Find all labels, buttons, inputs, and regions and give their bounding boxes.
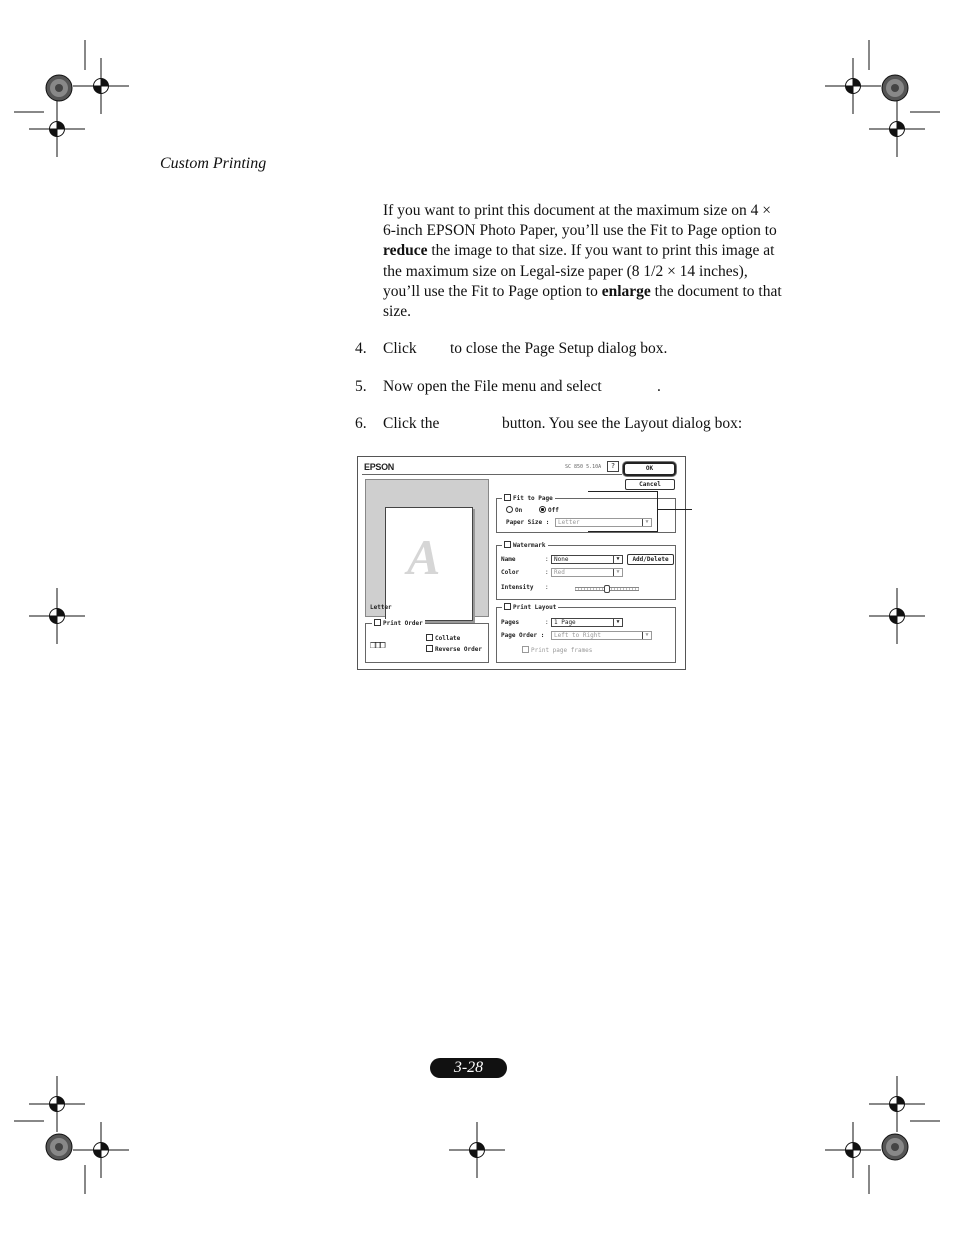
epson-logo: EPSON <box>364 462 395 472</box>
cancel-button[interactable]: Cancel <box>625 479 675 490</box>
crosshair-icon <box>29 1076 85 1132</box>
fit-on-radio[interactable]: On <box>506 506 522 514</box>
fit-to-page-group: Fit to Page On Off Paper Size : Letter ▼ <box>496 498 676 533</box>
chevron-down-icon: ▼ <box>613 619 622 626</box>
crosshair-icon <box>29 101 85 157</box>
watermark-group: Watermark Name : None ▼ Add/Delete Color : Red ▼ Intensity : <box>496 545 676 600</box>
print-layout-icon <box>504 603 511 610</box>
magnifier-icon <box>504 494 511 501</box>
intro-paragraph: If you want to print this document at the maximum size on 4 × 6-inch EPSON Photo Paper, you’ll use the Fit to Page option to reduce the image to that size. If you want to print this image at the maximum size on Legal-size paper (8 1/2 × 14 inches), you’ll use the Fit to Page option to enlarge the document to that size. <box>383 202 782 321</box>
help-button[interactable]: ? <box>607 461 619 472</box>
callout-leader-line <box>657 509 692 510</box>
watermark-name-select[interactable]: None ▼ <box>551 555 623 564</box>
print-frames-checkbox[interactable]: Print page frames <box>522 646 592 654</box>
crosshair-icon <box>73 1122 129 1178</box>
chevron-down-icon: ▼ <box>642 632 651 639</box>
paper-size-select[interactable]: Letter ▼ <box>555 518 652 527</box>
page-order-select[interactable]: Left to Right ▼ <box>551 631 652 640</box>
watermark-color-select[interactable]: Red ▼ <box>551 568 623 577</box>
watermark-color-label: Color <box>501 569 520 576</box>
star-target-icon <box>46 1134 72 1160</box>
star-target-icon <box>46 75 72 101</box>
chevron-down-icon: ▼ <box>613 556 622 563</box>
star-target-icon <box>882 75 908 101</box>
crosshair-icon <box>29 588 85 644</box>
emphasis-enlarge: enlarge <box>601 282 651 300</box>
layout-preview <box>365 479 489 617</box>
pages-label: Pages <box>501 619 520 626</box>
title-divider <box>362 474 622 475</box>
ok-button[interactable]: OK <box>623 462 676 476</box>
crosshair-icon <box>869 1076 925 1132</box>
page-number: 3-28 <box>430 1058 507 1078</box>
preview-paper-label: Letter <box>370 604 392 611</box>
print-order-icon <box>374 619 381 626</box>
callout-bracket <box>588 491 658 532</box>
print-layout-group: Print Layout Pages : 1 Page ▼ Page Order : Left to Right ▼ Print page frames <box>496 607 676 663</box>
preview-paper <box>385 507 473 621</box>
driver-version: SC 850 5.10A <box>565 464 602 470</box>
fit-off-radio[interactable]: Off <box>539 506 559 514</box>
intensity-slider-thumb[interactable] <box>604 585 610 593</box>
watermark-name-label: Name <box>501 556 516 563</box>
intensity-label: Intensity <box>501 584 534 591</box>
print-order-group: Print Order ❐❐❐ Collate Reverse Order <box>365 623 489 663</box>
page-order-label: Page Order : <box>501 632 545 639</box>
chevron-down-icon: ▼ <box>613 569 622 576</box>
step-5: 5. Now open the File menu and select . <box>355 378 661 395</box>
collate-checkbox[interactable]: Collate <box>426 634 460 642</box>
step-6: 6. Click the button. You see the Layout dialog box: <box>355 415 743 432</box>
crosshair-icon <box>449 1122 505 1178</box>
crosshair-icon <box>869 588 925 644</box>
watermark-icon <box>504 541 511 548</box>
star-target-icon <box>882 1134 908 1160</box>
running-header: Custom Printing <box>160 155 267 172</box>
add-delete-button[interactable]: Add/Delete <box>627 554 674 565</box>
page-stack-icon: ❐❐❐ <box>370 638 384 651</box>
crosshair-icon <box>825 1122 881 1178</box>
step-4: 4. Click to close the Page Setup dialog box. <box>355 340 668 357</box>
emphasis-reduce: reduce <box>383 242 428 260</box>
pages-select[interactable]: 1 Page ▼ <box>551 618 623 627</box>
preview-letter: A <box>407 529 441 585</box>
paper-size-label: Paper Size : <box>506 519 550 526</box>
crosshair-icon <box>825 58 881 114</box>
layout-dialog <box>357 456 686 670</box>
crosshair-icon <box>73 58 129 114</box>
reverse-order-checkbox[interactable]: Reverse Order <box>426 645 482 653</box>
crosshair-icon <box>869 101 925 157</box>
chevron-down-icon: ▼ <box>642 519 651 526</box>
